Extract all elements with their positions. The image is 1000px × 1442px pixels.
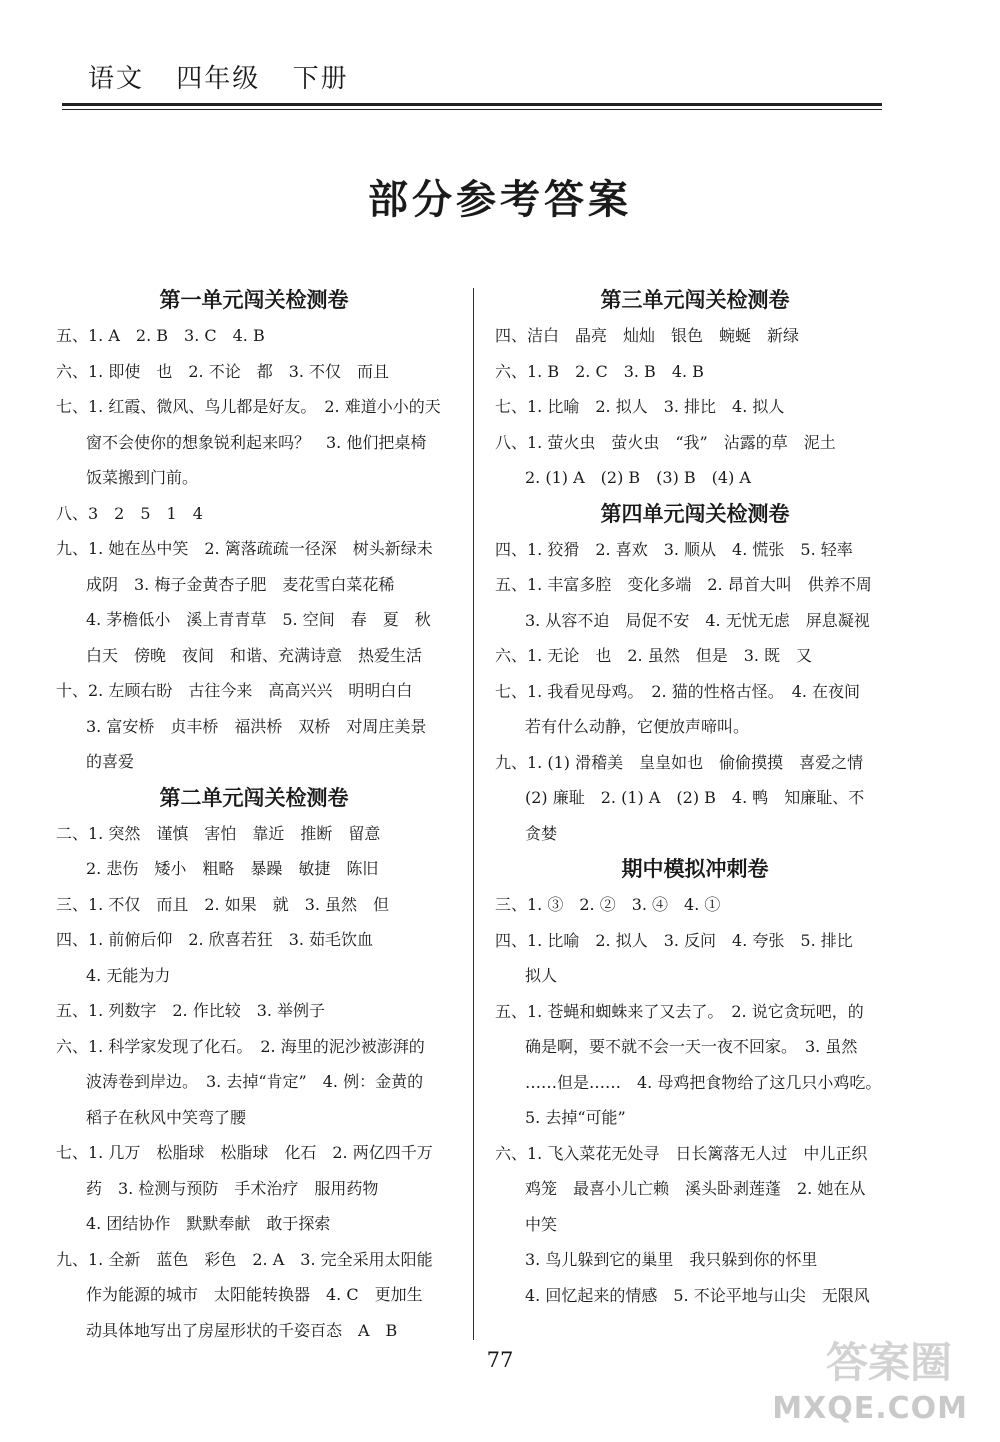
answer-line-continued: 5. 去掉“可能” — [525, 1108, 626, 1127]
answer-line-continued: ……但是…… 4. 母鸡把食物给了这几只小鸡吃。 — [525, 1072, 882, 1092]
answer-line-continued: 中笑 — [525, 1214, 558, 1234]
answer-line-continued: 波涛卷到岸边。 3. 去掉“肯定” 4. 例：金黄的 — [86, 1072, 424, 1091]
answer-line: 七、1. 几万 松脂球 松脂球 化石 2. 两亿四千万 — [56, 1143, 433, 1162]
answer-line-continued: 动具体地写出了房屋形状的千姿百态 A B — [86, 1320, 398, 1340]
answer-line: 八、3 2 5 1 4 — [56, 503, 203, 523]
header-rule-thin — [62, 109, 882, 110]
answer-line: 三、1. 不仅 而且 2. 如果 就 3. 虽然 但 — [56, 894, 390, 914]
answer-line: 七、1. 比喻 2. 拟人 3. 排比 4. 拟人 — [495, 397, 785, 416]
answer-line-continued: 2. (1) A (2) B (3) B (4) A — [525, 468, 751, 487]
right-column — [495, 282, 895, 1313]
section-title: 期中模拟冲刺卷 — [621, 857, 769, 881]
section-title: 第二单元闯关检测卷 — [159, 785, 349, 810]
answer-line: 四、1. 狡猾 2. 喜欢 3. 顺从 4. 慌张 5. 轻率 — [495, 539, 853, 559]
answer-line: 六、1. 飞入菜花无处寻 日长篱落无人过 中儿正织 — [495, 1143, 868, 1163]
answer-line: 五、1. 列数字 2. 作比较 3. 举例子 — [56, 1001, 326, 1020]
column-divider — [473, 288, 474, 1340]
answer-line-continued: 3. 富安桥 贞丰桥 福洪桥 双桥 对周庄美景 — [86, 716, 427, 736]
answer-line-continued: 作为能源的城市 太阳能转换器 4. C 更加生 — [86, 1285, 423, 1304]
answer-line-continued: 拟人 — [525, 966, 558, 985]
answer-line-continued: 贪婪 — [525, 823, 558, 843]
section-title: 第一单元闯关检测卷 — [159, 288, 349, 312]
header-rule-thick — [62, 103, 882, 106]
answer-line-continued: 若有什么动静，它便放声啼叫。 — [525, 717, 750, 736]
section-title: 第三单元闯关检测卷 — [600, 288, 790, 312]
header-grade: 四年级 — [176, 64, 261, 94]
answer-line: 二、1. 突然 谨慎 害怕 靠近 推断 留意 — [56, 823, 381, 843]
answer-line: 六、1. B 2. C 3. B 4. B — [495, 361, 704, 381]
answer-line: 九、1. (1) 滑稽美 皇皇如也 偷偷摸摸 喜爱之情 — [495, 752, 864, 772]
watermark — [772, 1338, 982, 1434]
answer-line: 九、1. 她在丛中笑 2. 篱落疏疏一径深 树头新绿未 — [56, 539, 433, 558]
answer-line-continued: 3. 从容不迫 局促不安 4. 无忧无虑 屏息凝视 — [525, 610, 870, 630]
answer-line-continued: 饭菜搬到门前。 — [86, 468, 199, 487]
answer-line: 六、1. 科学家发现了化石。 2. 海里的泥沙被澎湃的 — [56, 1036, 425, 1056]
answer-line: 七、1. 红霞、微风、鸟儿都是好友。 2. 难道小小的天 — [56, 397, 441, 416]
left-column — [56, 282, 452, 1348]
answer-line-continued: 鸡笼 最喜小儿亡赖 溪头卧剥莲蓬 2. 她在从 — [525, 1179, 866, 1198]
answer-line: 五、1. 苍蝇和蜘蛛来了又去了。 2. 说它贪玩吧，的 — [495, 1001, 864, 1021]
answer-line: 十、2. 左顾右盼 古往今来 高高兴兴 明明白白 — [56, 681, 413, 700]
answer-line: 五、1. 丰富多腔 变化多端 2. 昂首大叫 供养不周 — [495, 575, 872, 594]
answer-line-continued: 白天 傍晚 夜间 和谐、充满诗意 热爱生活 — [86, 645, 423, 665]
page-header — [62, 58, 882, 110]
answer-line: 六、1. 即使 也 2. 不论 都 3. 不仅 而且 — [56, 361, 390, 381]
watermark-site: MXQE.COM — [772, 1391, 968, 1426]
header-volume: 下册 — [292, 64, 349, 94]
answer-line: 六、1. 无论 也 2. 虽然 但是 3. 既 又 — [495, 646, 813, 665]
answer-line-continued: 2. 悲伤 矮小 粗略 暴躁 敏捷 陈旧 — [86, 859, 379, 878]
section-title: 第四单元闯关检测卷 — [600, 501, 790, 526]
header-text — [62, 58, 882, 95]
answer-line-continued: 确是啊，要不就不会一天一夜不回家。 3. 虽然 — [525, 1037, 858, 1056]
answer-line-continued: 3. 鸟儿躲到它的巢里 我只躲到你的怀里 — [525, 1250, 818, 1269]
answer-line: 四、洁白 晶亮 灿灿 银色 蜿蜒 新绿 — [495, 326, 800, 345]
answer-line: 七、1. 我看见母鸡。 2. 猫的性格古怪。 4. 在夜间 — [495, 681, 861, 701]
answer-line-continued: 4. 无能为力 — [86, 965, 171, 985]
header-subject: 语文 — [88, 64, 145, 94]
watermark-logo: 答案圈 — [825, 1338, 952, 1387]
answer-line: 九、1. 全新 蓝色 彩色 2. A 3. 完全采用太阳能 — [56, 1249, 433, 1269]
answer-line-continued: 的喜爱 — [86, 752, 135, 771]
answer-line-continued: 4. 茅檐低小 溪上青青草 5. 空间 春 夏 秋 — [86, 610, 431, 629]
answer-line-continued: 窗不会使你的想象锐利起来吗？ 3. 他们把桌椅 — [86, 432, 427, 452]
answer-line-continued: (2) 廉耻 2. (1) A (2) B 4. 鸭 知廉耻、不 — [525, 788, 865, 807]
answer-line: 四、1. 比喻 2. 拟人 3. 反问 4. 夸张 5. 排比 — [495, 930, 853, 950]
answer-line-continued: 4. 团结协作 默默奉献 敢于探索 — [86, 1214, 331, 1233]
answer-line-continued: 4. 回忆起来的情感 5. 不论平地与山尖 无限风 — [525, 1285, 870, 1305]
answer-line: 四、1. 前俯后仰 2. 欣喜若狂 3. 茹毛饮血 — [56, 930, 374, 949]
answer-line-continued: 药 3. 检测与预防 手术治疗 服用药物 — [86, 1178, 379, 1198]
page-number: 77 — [486, 1348, 514, 1372]
answer-line: 五、1. A 2. B 3. C 4. B — [56, 326, 265, 345]
answer-line-continued: 成阴 3. 梅子金黄杏子肥 麦花雪白菜花稀 — [86, 574, 395, 594]
page-title: 部分参考答案 — [368, 177, 632, 223]
answer-line: 三、1. ③ 2. ② 3. ④ 4. ① — [495, 895, 721, 914]
answer-line: 八、1. 萤火虫 萤火虫 “我” 沾露的草 泥土 — [495, 432, 836, 452]
answer-line-continued: 稻子在秋风中笑弯了腰 — [86, 1107, 247, 1127]
